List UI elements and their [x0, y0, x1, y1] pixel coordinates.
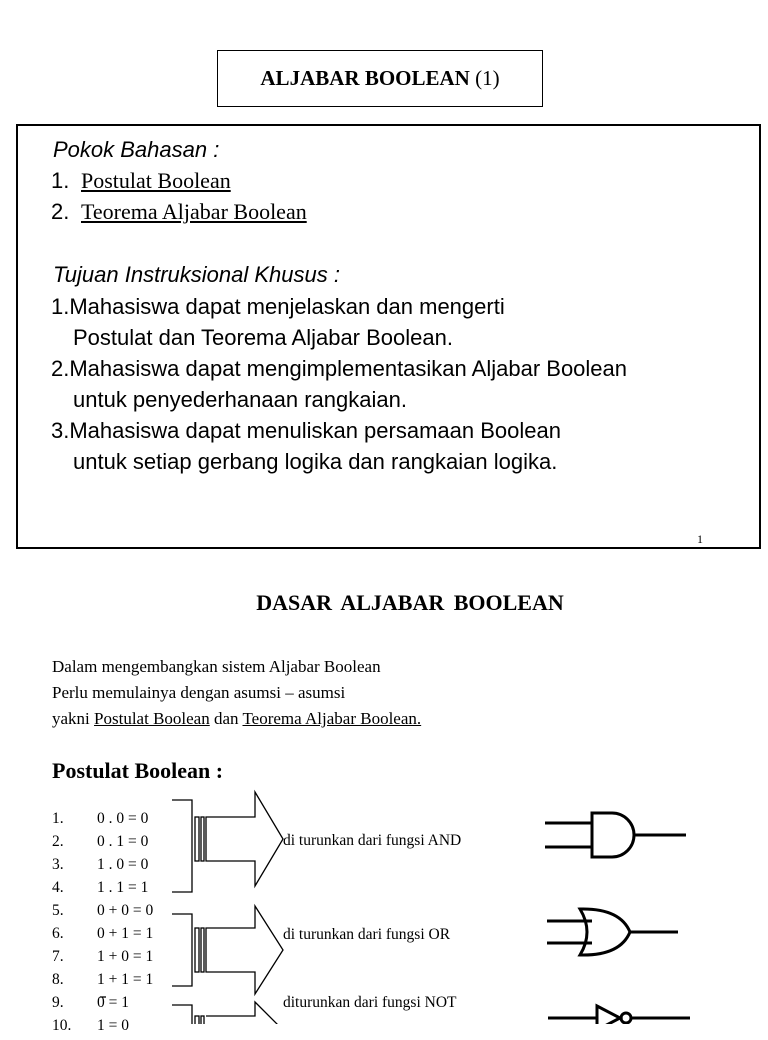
annotation-or: di turunkan dari fungsi OR	[283, 926, 451, 943]
topic-item-2: 2. Teorema Aljabar Boolean	[51, 199, 307, 224]
objective-3-line2: untuk setiap gerbang logika dan rangkaian logika.	[73, 449, 558, 474]
arrow-or-icon	[195, 906, 283, 994]
page-number: 1	[697, 532, 703, 546]
or-gate-icon	[547, 909, 678, 955]
annotation-and: di turunkan dari fungsi AND	[283, 832, 462, 849]
objective-2-line1: 2.Mahasiswa dapat mengimplementasikan Aljabar Boolean	[51, 356, 628, 381]
intro-link-postulat[interactable]: Postulat Boolean	[94, 709, 210, 728]
bracket-and	[172, 800, 192, 892]
postulate-diagram	[0, 780, 768, 1024]
postulat-title: Postulat Boolean :	[52, 758, 224, 783]
slide-title: ALJABAR BOOLEAN	[260, 66, 470, 90]
section-title: DASAR ALJABAR BOOLEAN	[256, 590, 564, 615]
annotation-not: diturunkan dari fungsi NOT	[283, 994, 457, 1011]
objective-1-line1: 1.Mahasiswa dapat menjelaskan dan mengerti	[51, 294, 505, 319]
intro-link-teorema[interactable]: Teorema Aljabar Boolean.	[242, 709, 422, 728]
and-gate-icon	[545, 813, 686, 857]
intro-line-1: Dalam mengembangkan sistem Aljabar Boolean	[52, 657, 381, 676]
not-gate-icon	[548, 1006, 690, 1024]
topic-item-1: 1. Postulat Boolean	[51, 168, 231, 193]
bracket-or	[172, 914, 192, 986]
objective-3-line1: 3.Mahasiswa dapat menuliskan persamaan Boolean	[51, 418, 561, 443]
objective-list	[51, 291, 627, 477]
objective-2-line2: untuk penyederhanaan rangkaian.	[73, 387, 407, 412]
topic-link-postulat[interactable]: Postulat Boolean	[81, 168, 231, 193]
arrow-and-icon	[195, 792, 283, 886]
slide-title-number: (1)	[475, 66, 500, 90]
tik-label: Tujuan Instruksional Khusus :	[53, 262, 340, 287]
objective-1-line2: Postulat dan Teorema Aljabar Boolean.	[73, 325, 453, 350]
slide-title-box	[217, 50, 543, 107]
pokok-bahasan-label: Pokok Bahasan :	[53, 137, 220, 162]
bracket-not	[172, 1005, 192, 1024]
intro-paragraph	[52, 654, 421, 732]
intro-line-3: yakni Postulat Boolean dan Teorema Aljabar Boolean.	[52, 709, 422, 728]
arrow-not-icon	[195, 1002, 283, 1024]
intro-line-2: Perlu memulainya dengan asumsi – asumsi	[52, 683, 346, 702]
topic-link-teorema[interactable]: Teorema Aljabar Boolean	[81, 199, 307, 224]
